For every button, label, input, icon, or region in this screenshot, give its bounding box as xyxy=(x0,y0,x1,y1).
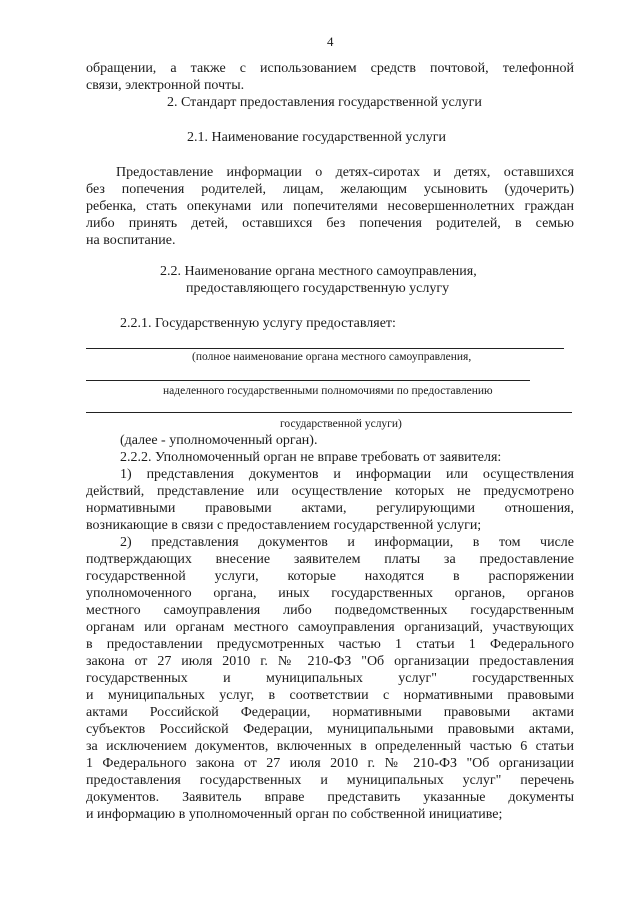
subsection-label: 2.2.1. Государственную услугу предоставляет: xyxy=(120,316,396,331)
text-line: 2) представления документов и информации, в том числе xyxy=(120,535,574,550)
text-line: местного самоуправления либо подведомственных государственным xyxy=(86,603,574,618)
fill-line xyxy=(86,380,530,381)
text-line: государственной услуги, которые находятся в распоряжении xyxy=(86,569,574,584)
text-line: органам или органам местного самоуправления организаций, участвующих xyxy=(86,620,574,635)
field-caption: наделенного государственными полномочиями по предоставлению xyxy=(163,385,493,397)
page-number: 4 xyxy=(327,34,334,49)
section-heading: 2. Стандарт предоставления государственной услуги xyxy=(167,95,482,110)
text-line: обращении, а также с использованием средств почтовой, телефонной xyxy=(86,61,574,76)
text-line: действий, представление или осуществление которых не предусмотрено xyxy=(86,484,574,499)
text-line: либо принять детей, оставшихся без попечения родителей, в семью xyxy=(86,216,574,231)
text-line: (далее - уполномоченный орган). xyxy=(120,433,318,448)
fill-line xyxy=(86,412,572,413)
text-line: и муниципальных услуг, в соответствии с нормативными правовыми xyxy=(86,688,574,703)
text-line: уполномоченного органа, иных государственных органов, органов xyxy=(86,586,574,601)
text-line: закона от 27 июля 2010 г. № 210-ФЗ "Об организации предоставления xyxy=(86,654,574,669)
text-line: предоставления государственных и муниципальных услуг" перечень xyxy=(86,773,574,788)
text-line: субъектов Российской Федерации, муниципальными правовыми актами, xyxy=(86,722,574,737)
field-caption: (полное наименование органа местного самоуправления, xyxy=(192,351,472,363)
text-line: в предоставлении предусмотренных частью 1 статьи 1 Федерального xyxy=(86,637,574,652)
subsection-heading: 2.2. Наименование органа местного самоуправления, xyxy=(160,264,477,279)
text-line: ребенка, стать опекунами или попечителями несовершеннолетних граждан xyxy=(86,199,574,214)
text-line: нормативными правовыми актами, регулирующими отношения, xyxy=(86,501,574,516)
subsection-heading: предоставляющего государственную услугу xyxy=(186,281,450,296)
text-line: 1) представления документов и информации или осуществления xyxy=(120,467,574,482)
text-line: за исключением документов, включенных в определенный частью 6 статьи xyxy=(86,739,574,754)
text-line: государственных и муниципальных услуг" государственных xyxy=(86,671,574,686)
subsection-heading: 2.1. Наименование государственной услуги xyxy=(187,130,446,145)
text-line: подтверждающих внесение заявителем платы за предоставление xyxy=(86,552,574,567)
fill-line xyxy=(86,348,564,349)
text-line: возникающие в связи с предоставлением государственной услуги; xyxy=(86,518,482,533)
text-line: документов. Заявитель вправе представить указанные документы xyxy=(86,790,574,805)
text-line: на воспитание. xyxy=(86,233,176,248)
text-line: без попечения родителей, лицам, желающим усыновить (удочерить) xyxy=(86,182,574,197)
text-line: Предоставление информации о детях-сиротах и детях, оставшихся xyxy=(116,165,574,180)
text-line: 1 Федерального закона от 27 июля 2010 г. № 210-ФЗ "Об организации xyxy=(86,756,574,771)
field-caption: государственной услуги) xyxy=(280,418,402,430)
text-line: актами Российской Федерации, нормативными правовыми актами xyxy=(86,705,574,720)
subsection-label: 2.2.2. Уполномоченный орган не вправе требовать от заявителя: xyxy=(120,450,502,465)
text-line: и информацию в уполномоченный орган по собственной инициативе; xyxy=(86,807,503,822)
text-line: связи, электронной почты. xyxy=(86,78,245,93)
